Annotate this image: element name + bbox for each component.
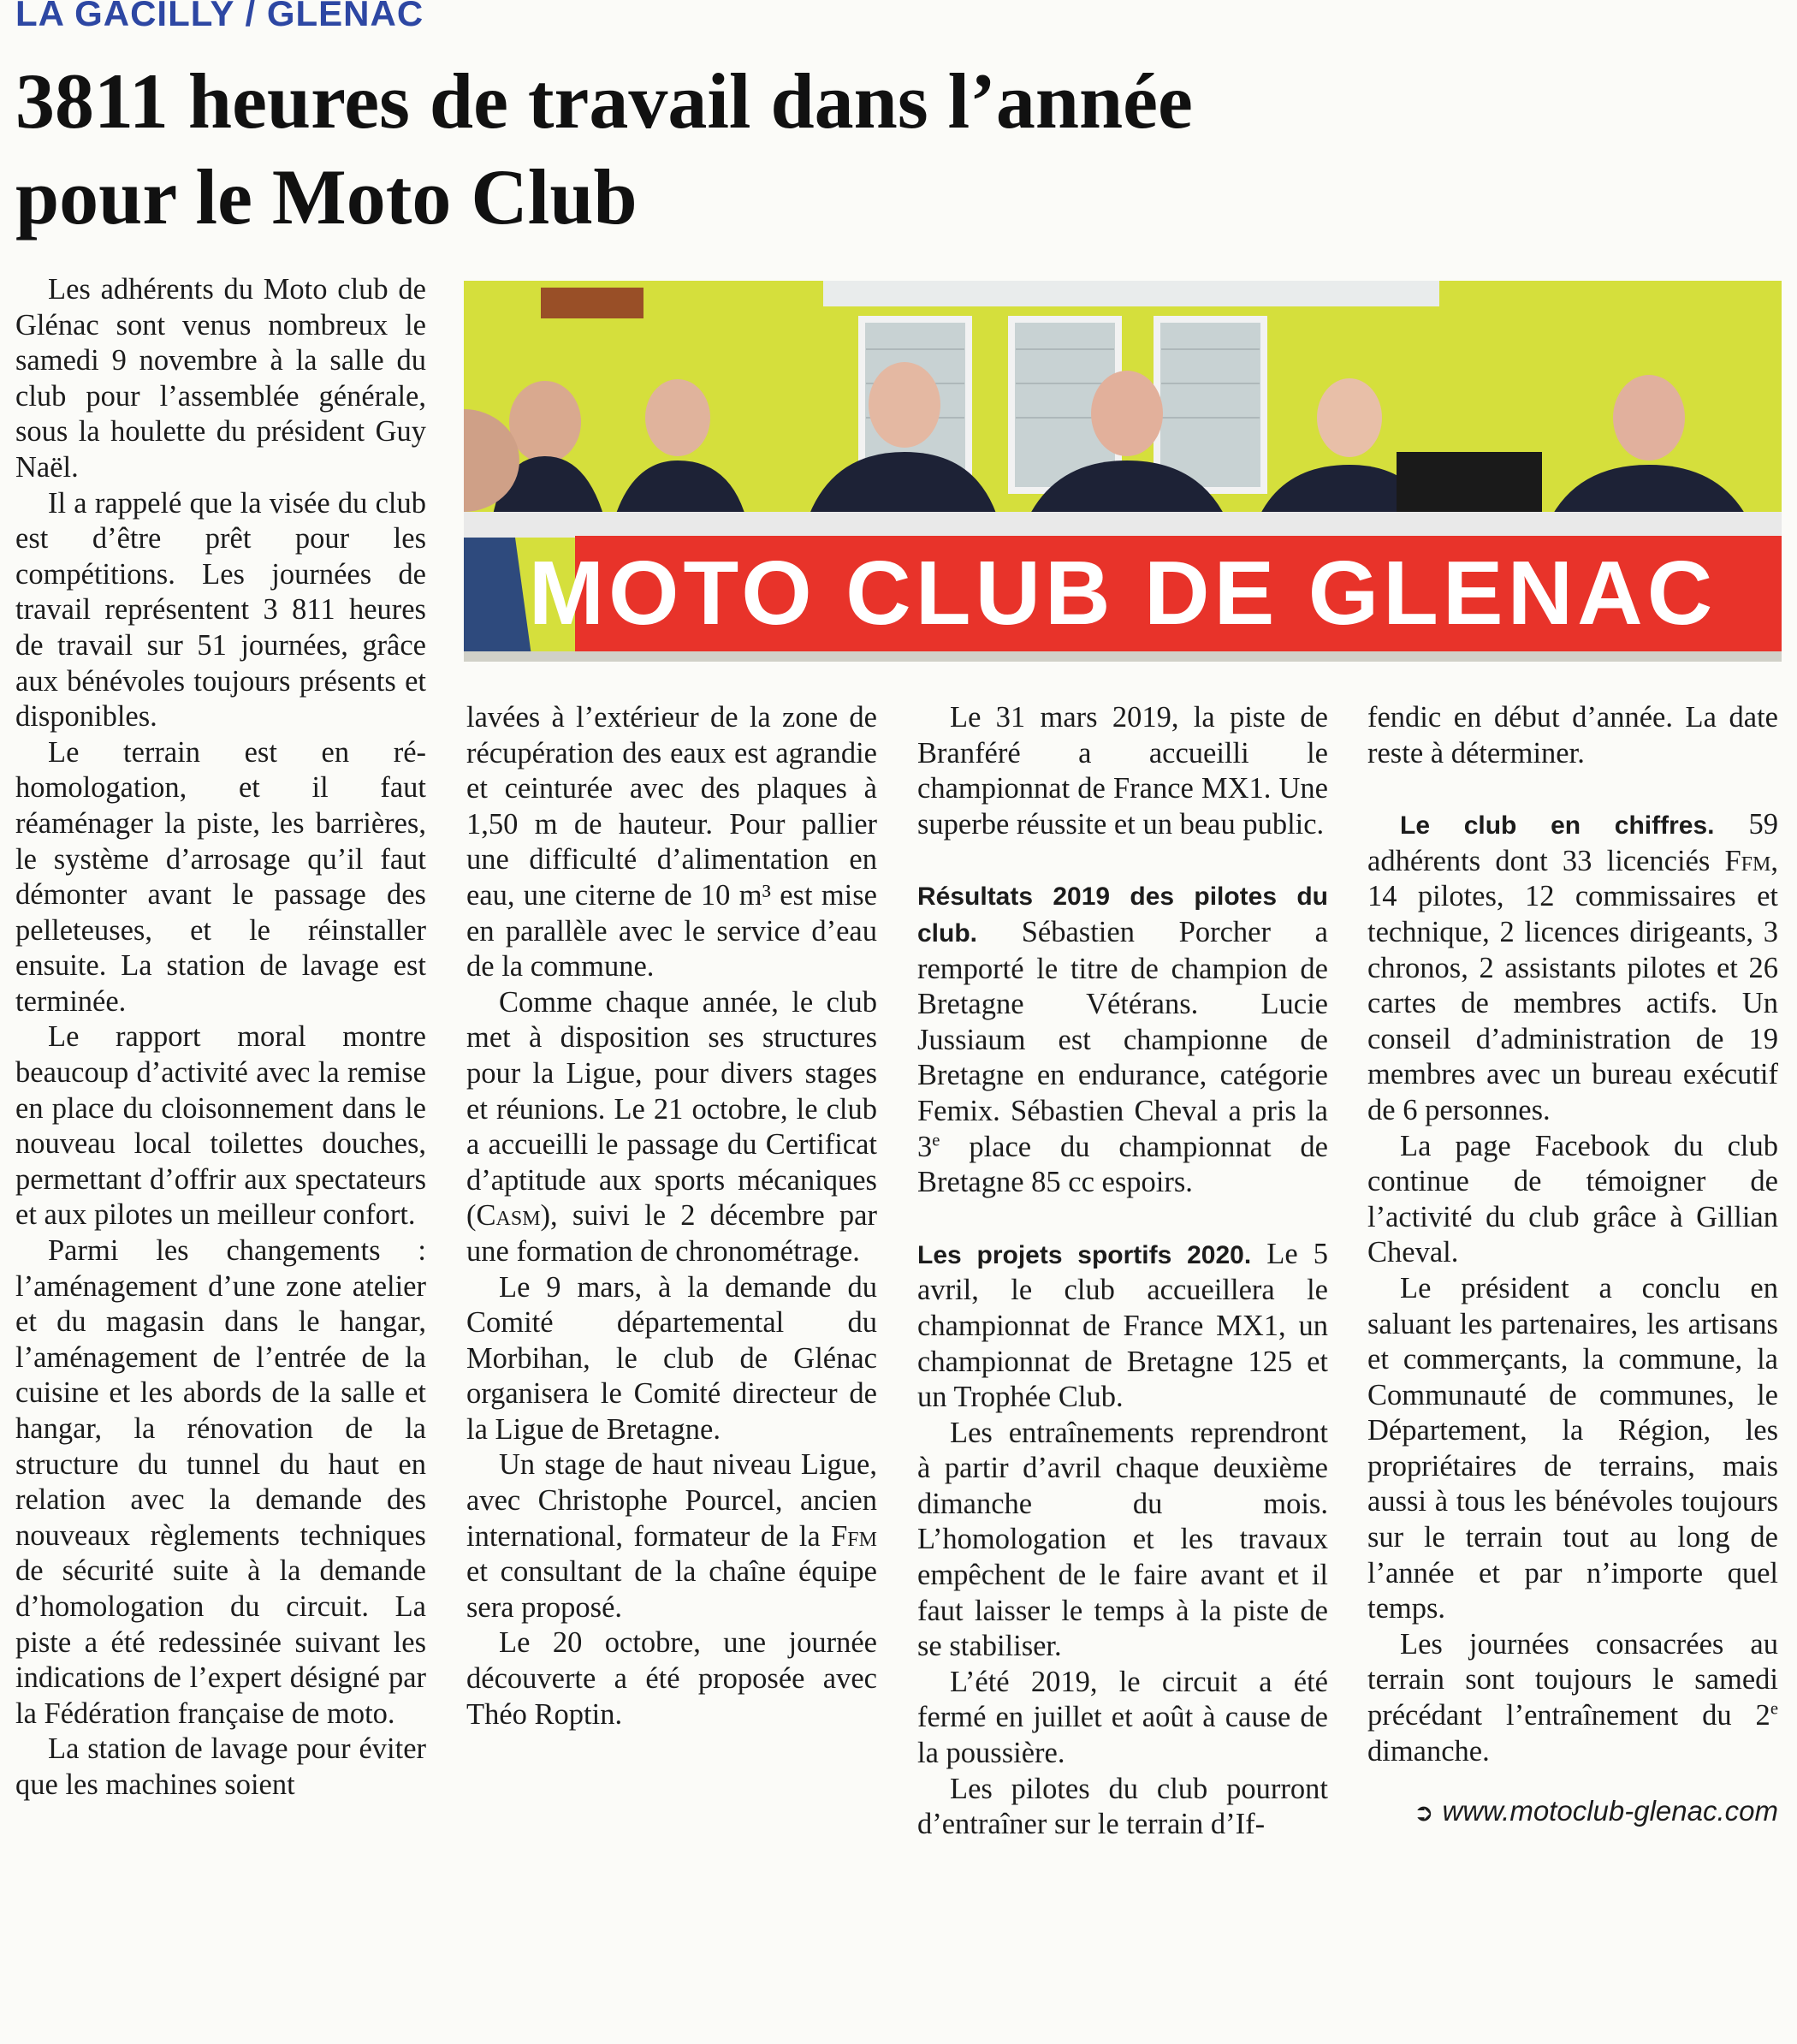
paragraph: Les pilotes du club pourront d’entraîner sur le terrain d’If- [917, 1772, 1328, 1841]
superscript: e [932, 1131, 940, 1150]
paragraph: La station de lavage pour éviter que les machines soient [15, 1732, 426, 1801]
abbreviation: Ffm [831, 1519, 877, 1553]
paragraph-lead: Le club en chiffres. [1400, 811, 1715, 841]
text-run: place du championnat de Bretagne 85 cc espoirs. [917, 1130, 1328, 1199]
paragraph: La page Facebook du club continue de témoigner de l’activité du club grâce à Gillian Cheval. [1367, 1129, 1778, 1269]
paragraph: fendic en début d’année. La date reste à déterminer. [1367, 701, 1778, 769]
article-column-1 [15, 272, 426, 1803]
paragraph [1367, 1627, 1778, 1769]
paragraph: Parmi les changements : l’aménagement d’une zone atelier et du magasin dans le hangar, l’aménagement de l’entrée de la cuisine et les abords de la salle et hangar, la rénovation de la structure du tunnel du haut en relation avec la demande des nouveaux règlements techniques de sécurité suite à la demande d’homologation du circuit. La piste a été redessinée suivant les indications de l’expert désigné par la Fédération française de moto. [15, 1234, 426, 1730]
paragraph-lead: Les projets sportifs 2020. [917, 1240, 1252, 1269]
paragraph: Le rapport moral montre beaucoup d’activité avec la remise en place du cloisonnement dans le nouveau local toilettes douches, permettant d’offrir aux spectateurs et aux pilotes un meilleur confort. [15, 1020, 426, 1232]
paragraph-lead: Résultats 2019 des pilotes du club. [917, 882, 1328, 948]
text-run: Les journées consacrées au terrain sont toujours le samedi précédant l’entraînement du 2 [1367, 1627, 1778, 1732]
paragraph [917, 1237, 1328, 1416]
article-column-4 [1367, 700, 1778, 1831]
paragraph: Le 20 octobre, une journée découverte a été proposée avec Théo Roptin. [466, 1626, 877, 1731]
text-run: ), suivi le 2 décembre par une formation de chronométrage. [466, 1199, 877, 1268]
website-url[interactable]: www.motoclub-glenac.com [1442, 1795, 1778, 1827]
text-run: dimanche. [1367, 1734, 1490, 1768]
paragraph: Le terrain est en ré-homologation, et il faut réaménager la piste, les barrières, le système d’arrosage qu’il faut démonter avant le passage des pelleteuses, et le réinstaller ensuite. La station de lavage est terminée. [15, 735, 426, 1018]
paragraph [466, 985, 877, 1270]
article-photo [464, 281, 1782, 662]
article-column-2 [466, 700, 877, 1732]
headline-line-1: 3811 heures de travail dans l’année [15, 57, 1193, 145]
paragraph: L’été 2019, le circuit a été fermé en juillet et août à cause de la poussière. [917, 1665, 1328, 1770]
banner-text: MOTO CLUB DE GLENAC [528, 543, 1717, 644]
article-headline [15, 53, 1470, 245]
section-kicker: LA GACILLY / GLENAC [15, 0, 424, 33]
headline-line-2: pour le Moto Club [15, 153, 638, 241]
text-run: et consultant de la chaîne équipe sera proposé. [466, 1555, 877, 1624]
text-run: 59 adhérents dont 33 licenciés [1367, 808, 1778, 877]
paragraph: Le 9 mars, à la demande du Comité départemental du Morbihan, le club de Glénac organisera le Comité directeur de la Ligue de Bretagne. [466, 1270, 877, 1446]
abbreviation: Ffm [1724, 844, 1771, 877]
paragraph: Les entraînements reprendront à partir d’avril chaque deuxième dimanche du mois. L’homologation et les travaux empêchent de le faire avant et il faut laisser le temps à la piste de se stabiliser. [917, 1416, 1328, 1663]
paragraph: Les adhérents du Moto club de Glénac sont venus nombreux le samedi 9 novembre à la salle du club pour l’assemblée générale, sous la houlette du président Guy Naël. [15, 273, 426, 484]
paragraph [466, 1447, 877, 1625]
paragraph: Il a rappelé que la visée du club est d’être prêt pour les compétitions. Les journées de travail représentent 3 811 heures de travail sur 51 journées, grâce aux bénévoles toujours présents et disponibles. [15, 486, 426, 734]
text-run: Un stage de haut niveau Ligue, avec Christophe Pourcel, ancien international, formateur de la [466, 1448, 877, 1553]
text-run: Sébastien Porcher a remporté le titre de champion de Bretagne Vétérans. Lucie Jussiaum est championne de Bretagne en endurance, catégorie Femix. Sébastien Cheval a pris la 3 [917, 915, 1328, 1163]
article-column-3 [917, 700, 1328, 1843]
paragraph [917, 878, 1328, 1200]
abbreviation: Casm [476, 1199, 541, 1233]
paragraph [1367, 807, 1778, 1128]
text-run: , 14 pilotes, 12 commissaires et technique, 2 licences dirigeants, 3 chronos, 2 assistants pilotes et 26 cartes de membres actifs. Un conseil d’administration de 19 membres avec un bureau exécutif de 6 personnes. [1367, 844, 1778, 1126]
superscript: e [1770, 1699, 1778, 1719]
paragraph: Le 31 mars 2019, la piste de Branféré a accueilli le championnat de France MX1. Une superbe réussite et un beau public. [917, 701, 1328, 841]
paragraph: Le président a conclu en saluant les partenaires, les artisans et commerçants, la commune, la Communauté de communes, le Département, la Région, les propriétaires de terrains, mais aussi à tous les bénévoles toujours sur le terrain tout au long de l’année et par n’importe quel temps. [1367, 1271, 1778, 1625]
arrow-right-icon: ➲ [1414, 1799, 1434, 1827]
text-run: Comme chaque année, le club met à disposition ses structures pour la Ligue, pour divers stages et réunions. Le 21 octobre, le club a accueilli le passage du Certificat d’aptitude aux sports mécaniques ( [466, 985, 877, 1233]
paragraph: lavées à l’extérieur de la zone de récupération des eaux est agrandie et ceinturée avec des plaques à 1,50 m de hauteur. Pour pallier une difficulté d’alimentation en eau, une citerne de 10 m³ est mise en parallèle avec le service d’eau de la commune. [466, 701, 877, 983]
text-run: Le 5 avril, le club accueillera le championnat de France MX1, un championnat de Bretagne 125 et un Trophée Club. [917, 1237, 1328, 1414]
club-website-link[interactable] [1367, 1793, 1778, 1831]
